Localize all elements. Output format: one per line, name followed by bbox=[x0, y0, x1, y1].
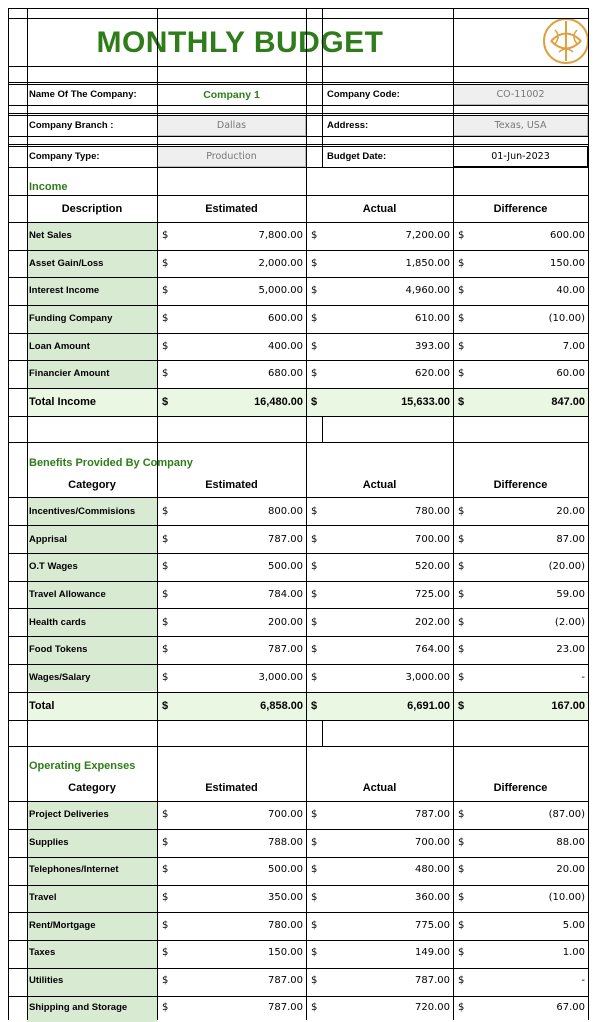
total-label: Total bbox=[29, 700, 55, 712]
address-label: Address: bbox=[327, 120, 369, 131]
amount-cell-actual[interactable]: 700.00 bbox=[415, 836, 450, 848]
amount-cell-actual[interactable]: 720.00 bbox=[415, 1002, 450, 1014]
amount-cell-actual[interactable]: 620.00 bbox=[415, 368, 450, 380]
amount-cell-actual[interactable]: 149.00 bbox=[415, 947, 450, 959]
currency-symbol: $ bbox=[162, 561, 169, 573]
grid-line bbox=[8, 497, 588, 498]
currency-symbol: $ bbox=[311, 340, 318, 352]
currency-symbol: $ bbox=[162, 974, 169, 986]
currency-symbol: $ bbox=[458, 919, 465, 931]
grid-line bbox=[8, 442, 588, 443]
amount-cell-difference[interactable]: 87.00 bbox=[556, 533, 585, 545]
amount-cell-estimated[interactable]: 2,000.00 bbox=[258, 257, 303, 269]
income-header-description: Description bbox=[61, 203, 123, 215]
currency-symbol: $ bbox=[458, 836, 465, 848]
grid-line bbox=[8, 996, 588, 997]
amount-cell-estimated[interactable]: 400.00 bbox=[268, 340, 303, 352]
grid-line bbox=[322, 720, 323, 746]
amount-cell-difference[interactable]: 5.00 bbox=[562, 919, 585, 931]
currency-symbol: $ bbox=[458, 644, 465, 656]
currency-symbol: $ bbox=[458, 396, 465, 408]
total-amount-actual: 6,691.00 bbox=[407, 700, 450, 712]
currency-symbol: $ bbox=[162, 809, 169, 821]
currency-symbol: $ bbox=[162, 892, 169, 904]
leaf-emblem-icon bbox=[541, 16, 591, 66]
page-title: MONTHLY BUDGET bbox=[96, 26, 384, 59]
amount-cell-estimated[interactable]: 350.00 bbox=[268, 892, 303, 904]
expenses-section-title: Operating Expenses bbox=[29, 759, 136, 772]
currency-symbol: $ bbox=[458, 368, 465, 380]
amount-cell-difference[interactable]: 67.00 bbox=[556, 1002, 585, 1014]
grid-line bbox=[8, 105, 588, 106]
currency-symbol: $ bbox=[311, 616, 318, 628]
amount-cell-estimated[interactable]: 787.00 bbox=[268, 533, 303, 545]
total-amount-actual: 15,633.00 bbox=[401, 396, 450, 408]
grid-line bbox=[8, 277, 588, 278]
row-label: Taxes bbox=[27, 939, 157, 967]
currency-symbol: $ bbox=[458, 313, 465, 325]
currency-symbol: $ bbox=[311, 671, 318, 683]
grid-line bbox=[8, 388, 588, 389]
amount-cell-difference[interactable]: 23.00 bbox=[556, 644, 585, 656]
company-code-field[interactable]: CO-11002 bbox=[453, 84, 588, 105]
amount-cell-difference[interactable]: (10.00) bbox=[548, 313, 585, 325]
currency-symbol: $ bbox=[162, 396, 169, 408]
amount-cell-actual[interactable]: 725.00 bbox=[415, 589, 450, 601]
grid-line bbox=[8, 144, 588, 145]
grid-line bbox=[322, 416, 323, 442]
currency-symbol: $ bbox=[311, 809, 318, 821]
grid-line bbox=[8, 250, 588, 251]
grid-line bbox=[8, 525, 588, 526]
company-branch-field[interactable]: Dallas bbox=[157, 115, 306, 136]
amount-cell-actual[interactable]: 787.00 bbox=[415, 809, 450, 821]
currency-symbol: $ bbox=[162, 506, 169, 518]
benefits-header-difference: Difference bbox=[493, 479, 548, 491]
company-branch-label: Company Branch : bbox=[29, 120, 114, 131]
currency-symbol: $ bbox=[311, 533, 318, 545]
total-amount-estimated: 16,480.00 bbox=[254, 396, 303, 408]
grid-line bbox=[8, 195, 588, 196]
currency-symbol: $ bbox=[162, 919, 169, 931]
currency-symbol: $ bbox=[162, 230, 169, 242]
currency-symbol: $ bbox=[458, 1002, 465, 1014]
amount-cell-difference[interactable]: 150.00 bbox=[550, 257, 585, 269]
grid-line bbox=[8, 146, 588, 147]
currency-symbol: $ bbox=[458, 230, 465, 242]
amount-cell-estimated[interactable]: 787.00 bbox=[268, 1002, 303, 1014]
grid-line bbox=[8, 857, 588, 858]
grid-line bbox=[8, 18, 588, 19]
total-amount-difference: 167.00 bbox=[551, 700, 585, 712]
currency-symbol: $ bbox=[458, 533, 465, 545]
grid-line bbox=[8, 333, 588, 334]
benefits-header-actual: Actual bbox=[362, 479, 397, 491]
currency-symbol: $ bbox=[162, 533, 169, 545]
currency-symbol: $ bbox=[458, 864, 465, 876]
amount-cell-estimated[interactable]: 787.00 bbox=[268, 644, 303, 656]
currency-symbol: $ bbox=[311, 974, 318, 986]
currency-symbol: $ bbox=[311, 313, 318, 325]
row-label: Utilities bbox=[27, 967, 157, 995]
currency-symbol: $ bbox=[311, 919, 318, 931]
amount-cell-estimated[interactable]: 680.00 bbox=[268, 368, 303, 380]
grid-line bbox=[8, 968, 588, 969]
currency-symbol: $ bbox=[458, 892, 465, 904]
row-label: Telephones/Internet bbox=[27, 856, 157, 884]
grid-line bbox=[8, 82, 588, 83]
grid-line bbox=[8, 608, 588, 609]
currency-symbol: $ bbox=[311, 561, 318, 573]
grid-line bbox=[8, 636, 588, 637]
currency-symbol: $ bbox=[162, 671, 169, 683]
grid-line bbox=[27, 8, 28, 1020]
benefits-header-category: Category bbox=[68, 479, 116, 491]
currency-symbol: $ bbox=[458, 257, 465, 269]
grid-line bbox=[8, 8, 9, 1020]
amount-cell-actual[interactable]: 480.00 bbox=[415, 864, 450, 876]
amount-cell-difference[interactable]: (87.00) bbox=[548, 809, 585, 821]
currency-symbol: $ bbox=[311, 864, 318, 876]
grid-line bbox=[8, 912, 588, 913]
currency-symbol: $ bbox=[311, 892, 318, 904]
row-label: Health cards bbox=[27, 608, 157, 636]
grid-line bbox=[8, 746, 588, 747]
amount-cell-actual[interactable]: 202.00 bbox=[415, 616, 450, 628]
amount-cell-actual[interactable]: 520.00 bbox=[415, 561, 450, 573]
amount-cell-estimated[interactable]: 500.00 bbox=[268, 561, 303, 573]
row-label: Interest Income bbox=[27, 277, 157, 305]
grid-line bbox=[8, 553, 588, 554]
grid-line bbox=[157, 8, 158, 1020]
row-label: O.T Wages bbox=[27, 553, 157, 581]
currency-symbol: $ bbox=[311, 836, 318, 848]
grid-line bbox=[8, 664, 588, 665]
amount-cell-actual[interactable]: 393.00 bbox=[415, 340, 450, 352]
amount-cell-difference[interactable]: - bbox=[581, 974, 585, 986]
currency-symbol: $ bbox=[162, 589, 169, 601]
benefits-section-title: Benefits Provided By Company bbox=[29, 456, 193, 469]
amount-cell-difference[interactable]: 40.00 bbox=[556, 285, 585, 297]
row-label: Loan Amount bbox=[27, 332, 157, 360]
grid-line bbox=[8, 940, 588, 941]
grid-line bbox=[8, 360, 588, 361]
amount-cell-difference[interactable]: 20.00 bbox=[556, 506, 585, 518]
amount-cell-estimated[interactable]: 780.00 bbox=[268, 919, 303, 931]
grid-line bbox=[8, 136, 588, 137]
currency-symbol: $ bbox=[458, 561, 465, 573]
currency-symbol: $ bbox=[458, 506, 465, 518]
grid-line bbox=[322, 8, 323, 167]
grid-line bbox=[8, 66, 588, 67]
amount-cell-actual[interactable]: 3,000.00 bbox=[405, 671, 450, 683]
row-label: Incentives/Commisions bbox=[27, 498, 157, 526]
currency-symbol: $ bbox=[311, 285, 318, 297]
row-label: Apprisal bbox=[27, 526, 157, 554]
amount-cell-actual[interactable]: 4,960.00 bbox=[405, 285, 450, 297]
currency-symbol: $ bbox=[311, 396, 318, 408]
budget-date-label: Budget Date: bbox=[327, 151, 387, 162]
total-label: Total Income bbox=[29, 396, 97, 408]
currency-symbol: $ bbox=[458, 340, 465, 352]
amount-cell-actual[interactable]: 360.00 bbox=[415, 892, 450, 904]
amount-cell-difference[interactable]: 7.00 bbox=[562, 340, 585, 352]
currency-symbol: $ bbox=[311, 589, 318, 601]
currency-symbol: $ bbox=[458, 616, 465, 628]
amount-cell-estimated[interactable]: 800.00 bbox=[268, 506, 303, 518]
total-amount-difference: 847.00 bbox=[551, 396, 585, 408]
amount-cell-actual[interactable]: 780.00 bbox=[415, 506, 450, 518]
row-label: Travel bbox=[27, 884, 157, 912]
amount-cell-actual[interactable]: 1,850.00 bbox=[405, 257, 450, 269]
grid-line bbox=[8, 829, 588, 830]
currency-symbol: $ bbox=[162, 947, 169, 959]
currency-symbol: $ bbox=[162, 836, 169, 848]
amount-cell-actual[interactable]: 700.00 bbox=[415, 533, 450, 545]
row-label: Supplies bbox=[27, 829, 157, 857]
benefits-header-estimated: Estimated bbox=[205, 479, 258, 491]
expenses-header-difference: Difference bbox=[493, 782, 548, 794]
amount-cell-actual[interactable]: 787.00 bbox=[415, 974, 450, 986]
expenses-header-category: Category bbox=[68, 782, 116, 794]
currency-symbol: $ bbox=[311, 947, 318, 959]
amount-cell-estimated[interactable]: 7,800.00 bbox=[258, 230, 303, 242]
currency-symbol: $ bbox=[458, 700, 465, 712]
grid-line bbox=[453, 8, 454, 1020]
currency-symbol: $ bbox=[311, 506, 318, 518]
grid-line bbox=[8, 581, 588, 582]
row-label: Shipping and Storage bbox=[27, 994, 157, 1022]
company-code-label: Company Code: bbox=[327, 89, 400, 100]
amount-cell-difference[interactable]: 60.00 bbox=[556, 368, 585, 380]
grid-line bbox=[8, 84, 588, 85]
amount-cell-difference[interactable]: (10.00) bbox=[548, 892, 585, 904]
grid-line bbox=[306, 8, 307, 1020]
total-amount-estimated: 6,858.00 bbox=[260, 700, 303, 712]
currency-symbol: $ bbox=[458, 974, 465, 986]
amount-cell-estimated[interactable]: 784.00 bbox=[268, 589, 303, 601]
row-label: Asset Gain/Loss bbox=[27, 250, 157, 278]
income-header-actual: Actual bbox=[362, 203, 397, 215]
company-type-field[interactable]: Production bbox=[157, 146, 306, 167]
grid-line bbox=[8, 167, 588, 168]
currency-symbol: $ bbox=[162, 257, 169, 269]
amount-cell-difference[interactable]: (20.00) bbox=[548, 561, 585, 573]
amount-cell-difference[interactable]: (2.00) bbox=[554, 616, 585, 628]
amount-cell-difference[interactable]: 1.00 bbox=[562, 947, 585, 959]
currency-symbol: $ bbox=[458, 285, 465, 297]
income-header-difference: Difference bbox=[493, 203, 548, 215]
grid-line bbox=[8, 885, 588, 886]
amount-cell-actual[interactable]: 775.00 bbox=[415, 919, 450, 931]
grid-line bbox=[8, 8, 588, 9]
currency-symbol: $ bbox=[162, 1002, 169, 1014]
amount-cell-estimated[interactable]: 500.00 bbox=[268, 864, 303, 876]
row-label: Food Tokens bbox=[27, 636, 157, 664]
amount-cell-estimated[interactable]: 700.00 bbox=[268, 809, 303, 821]
amount-cell-estimated[interactable]: 5,000.00 bbox=[258, 285, 303, 297]
row-label: Wages/Salary bbox=[27, 664, 157, 692]
grid-line bbox=[8, 692, 588, 693]
currency-symbol: $ bbox=[311, 368, 318, 380]
grid-line bbox=[8, 305, 588, 306]
amount-cell-difference[interactable]: 600.00 bbox=[550, 230, 585, 242]
amount-cell-actual[interactable]: 764.00 bbox=[415, 644, 450, 656]
amount-cell-estimated[interactable]: 150.00 bbox=[268, 947, 303, 959]
amount-cell-difference[interactable]: 59.00 bbox=[556, 589, 585, 601]
row-label: Project Deliveries bbox=[27, 801, 157, 829]
currency-symbol: $ bbox=[162, 340, 169, 352]
income-header-estimated: Estimated bbox=[205, 203, 258, 215]
amount-cell-estimated[interactable]: 788.00 bbox=[268, 836, 303, 848]
amount-cell-estimated[interactable]: 787.00 bbox=[268, 974, 303, 986]
grid-line bbox=[8, 222, 588, 223]
currency-symbol: $ bbox=[458, 671, 465, 683]
grid-line bbox=[8, 115, 588, 116]
row-label: Net Sales bbox=[27, 222, 157, 250]
amount-cell-estimated[interactable]: 3,000.00 bbox=[258, 671, 303, 683]
amount-cell-actual[interactable]: 610.00 bbox=[415, 313, 450, 325]
currency-symbol: $ bbox=[162, 313, 169, 325]
grid-line bbox=[8, 416, 588, 417]
row-label: Rent/Mortgage bbox=[27, 911, 157, 939]
currency-symbol: $ bbox=[458, 589, 465, 601]
expenses-header-estimated: Estimated bbox=[205, 782, 258, 794]
currency-symbol: $ bbox=[458, 809, 465, 821]
currency-symbol: $ bbox=[162, 864, 169, 876]
amount-cell-difference[interactable]: - bbox=[581, 671, 585, 683]
amount-cell-actual[interactable]: 7,200.00 bbox=[405, 230, 450, 242]
currency-symbol: $ bbox=[162, 285, 169, 297]
currency-symbol: $ bbox=[311, 1002, 318, 1014]
row-label: Funding Company bbox=[27, 305, 157, 333]
company-name-label: Name Of The Company: bbox=[29, 89, 137, 100]
currency-symbol: $ bbox=[311, 644, 318, 656]
budget-date-field[interactable]: 01-Jun-2023 bbox=[453, 146, 588, 167]
expenses-header-actual: Actual bbox=[362, 782, 397, 794]
currency-symbol: $ bbox=[162, 368, 169, 380]
income-section-title: Income bbox=[29, 180, 68, 193]
company-type-label: Company Type: bbox=[29, 151, 100, 162]
row-label: Travel Allowance bbox=[27, 581, 157, 609]
amount-cell-difference[interactable]: 20.00 bbox=[556, 864, 585, 876]
grid-line bbox=[588, 8, 589, 1020]
company-name-value[interactable]: Company 1 bbox=[203, 88, 260, 101]
amount-cell-estimated[interactable]: 600.00 bbox=[268, 313, 303, 325]
grid-line bbox=[8, 113, 588, 114]
amount-cell-estimated[interactable]: 200.00 bbox=[268, 616, 303, 628]
currency-symbol: $ bbox=[162, 700, 169, 712]
currency-symbol: $ bbox=[311, 230, 318, 242]
currency-symbol: $ bbox=[311, 257, 318, 269]
currency-symbol: $ bbox=[311, 700, 318, 712]
grid-line bbox=[8, 801, 588, 802]
address-field[interactable]: Texas, USA bbox=[453, 115, 588, 136]
currency-symbol: $ bbox=[458, 947, 465, 959]
currency-symbol: $ bbox=[162, 616, 169, 628]
grid-line bbox=[8, 720, 588, 721]
currency-symbol: $ bbox=[162, 644, 169, 656]
amount-cell-difference[interactable]: 88.00 bbox=[556, 836, 585, 848]
row-label: Financier Amount bbox=[27, 360, 157, 388]
